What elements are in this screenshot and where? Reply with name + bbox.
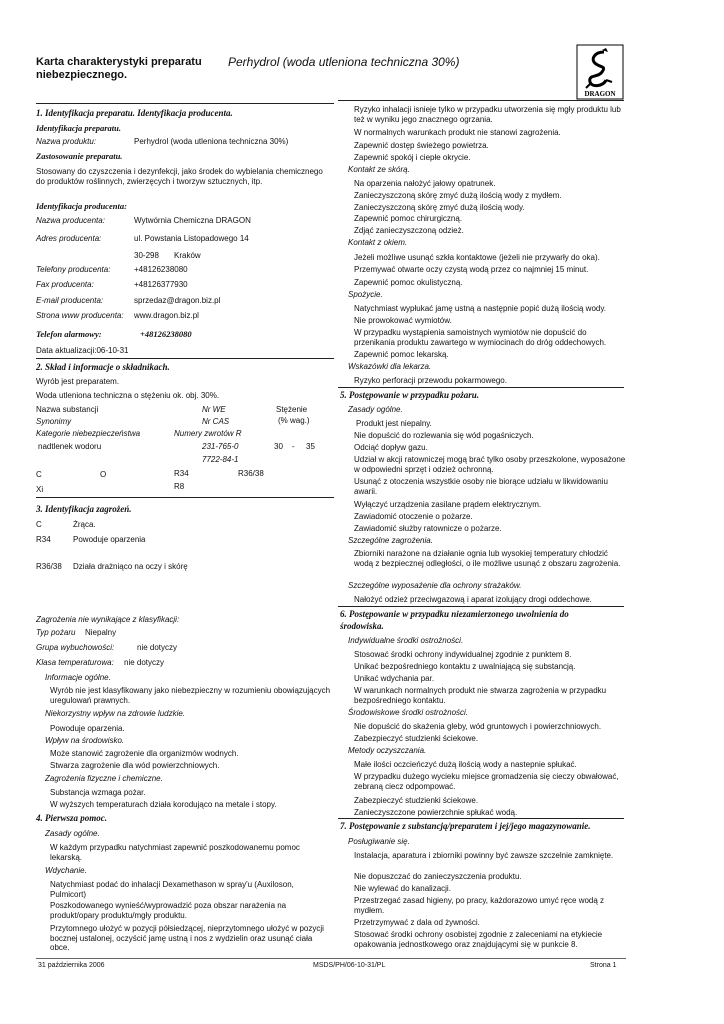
footer-page-number: Strona 1: [590, 962, 617, 969]
document-title: Karta charakterystyki preparatu niebezpiecznego.: [36, 56, 202, 81]
table-header-substance: Nazwa substancji: [36, 405, 99, 414]
address-label: Adres producenta:: [36, 234, 102, 243]
fire-text-5: Usunąć z otoczenia wszystkie osoby nie biorące udziału w likwidowaniu awarii.: [354, 477, 608, 496]
explosion-group-value: nie dotyczy: [137, 643, 178, 652]
section-6-heading-cont: środowiska.: [340, 621, 384, 631]
skin-text-5: Zdjąć zanieczyszczoną odzież.: [354, 226, 464, 235]
alarm-phone-value: +48126238080: [140, 329, 192, 339]
inhalation-heading: Wdychanie.: [45, 866, 87, 875]
ingestion-heading: Spożycie.: [348, 290, 383, 299]
footer-document-code: MSDS/PH/06-10-31/PL: [313, 962, 386, 969]
section-5-heading: 5. Postępowanie w przypadku pożaru.: [340, 390, 480, 400]
dragon-icon: [576, 44, 624, 100]
firefighter-equipment-text: Nałożyć odzież przeciwgazową i aparat izolujący drogi oddechowe.: [354, 595, 592, 604]
general-info-text: Wyrób nie jest klasyfikowany jako niebezpieczny w rozumieniu obowiązujących uregulowań prawnych.: [50, 686, 331, 705]
handling-text-2: Nie dopuszczać do zanieczyszczenia produktu.: [354, 872, 522, 881]
eye-text-3: Zapewnić pomoc okulistyczną.: [354, 278, 463, 287]
table-r34: R34: [174, 469, 189, 478]
cleanup-methods-heading: Metody oczyszczania.: [348, 746, 427, 755]
phone-value: +48126238080: [134, 265, 188, 274]
table-cas-number: 7722-84-1: [202, 455, 239, 464]
section-2-heading: 2. Skład i informacje o składnikach.: [36, 362, 170, 372]
cleanup-text-3: Zabezpieczyć studzienki ściekowe.: [354, 796, 479, 805]
first-aid-general-text: W każdym przypadku natychmiast zapewnić poszkodowanemu pomoc lekarską.: [50, 843, 300, 862]
skin-text-1: Na oparzenia nałożyć jałowy opatrunek.: [354, 179, 496, 188]
fire-text-2: Nie dopuścić do rozlewania się wód pogaśniczych.: [354, 431, 534, 440]
fire-type-label: Typ pożaru: [36, 628, 76, 637]
table-conc-min: 30: [274, 442, 283, 451]
inhalation-text-1: Natychmiast podać do inhalacji Dexamethason w spray'u (Auxiloson, Pulmicort): [50, 880, 294, 899]
header-rule-left: [36, 103, 334, 104]
personal-text-3: Unikać wdychania par.: [354, 674, 435, 683]
www-value[interactable]: www.dragon.biz.pl: [134, 311, 199, 320]
table-header-cas: Nr CAS: [202, 417, 230, 426]
cleanup-text-4: Zanieczyszczone powierzchnie spłukać wodą.: [354, 808, 518, 817]
ingestion-text-1: Natychmiast wypłukać jamę ustną a następnie popić dużą ilością wody.: [354, 304, 606, 313]
alarm-phone-label: Telefon alarmowy:: [36, 329, 102, 339]
section-rule: [36, 497, 334, 498]
cleanup-text-1: Małe ilości oczcieńczyć dużą ilością wody a nastepnie spłukać.: [354, 760, 577, 769]
personal-text-1: Stosować środki ochrony indywidualnej zgodnie z punktem 8.: [354, 650, 572, 659]
fire-text-7: Zawiadomić otoczenie o pożarze.: [354, 512, 473, 521]
section-rule: [338, 818, 624, 819]
handling-text-4: Przestrzegać zasad higieny, po pracy, każdorazowo umyć ręce wodą z mydłem.: [354, 896, 605, 915]
email-label: E-mail producenta:: [36, 296, 104, 305]
fire-text-4: Udział w akcji ratowniczej mogą brać tylko osoby przeszkolone, wyposażone w odpowiedni sprzęt i odzież ochronną.: [354, 455, 626, 474]
fire-general-heading: Zasady ogólne.: [348, 405, 403, 414]
table-substance-name: nadtlenek wodoru: [38, 442, 102, 451]
address-city: Kraków: [174, 251, 201, 260]
environmental-text-2: Zabezpieczyć studzienki ściekowe.: [354, 734, 479, 743]
section-3-heading: 3. Identyfikacja zagrożeń.: [36, 504, 132, 514]
environmental-text-1: Nie dopuścić do skażenia gleby, wód gruntowych i powierzchniowych.: [354, 722, 602, 731]
use-heading: Zastosowanie preparatu.: [36, 151, 123, 161]
inhalation-risk-text: Ryzyko inhalacji isnieje tylko w przypadku utworzenia się mgły produktu lub też w wyniku jego znacznego ogrzania.: [354, 105, 621, 124]
producer-heading: Identyfikacja producenta:: [36, 201, 127, 211]
rest-warmth-text: Zapewnić spokój i ciepłe okrycie.: [354, 153, 471, 162]
table-header-we: Nr WE: [202, 405, 226, 414]
fire-text-3: Odciąć dopływ gazu.: [354, 443, 428, 452]
special-hazards-heading: Szczególne zagrożenia.: [348, 536, 433, 545]
table-header-categories: Kategorie niebezpieczeństwa: [36, 429, 141, 438]
table-category-o: O: [100, 470, 107, 479]
footer-rule: [36, 958, 626, 959]
section-rule: [338, 387, 624, 388]
eye-text-2: Przemywać otwarte oczy czystą wodą przez co najmniej 15 minut.: [354, 265, 589, 274]
header-rule-right: [338, 100, 624, 101]
personal-text-2: Unikać bezpośredniego kontaktu z uwalniającą się substancją.: [354, 662, 576, 671]
environment-text-1: Może stanowić zagrożenie dla organizmów wodnych.: [50, 749, 239, 758]
composition-line-1: Wyrób jest preparatem.: [36, 377, 120, 386]
table-category-c: C: [36, 470, 42, 479]
fire-text-8: Zawiadomić służby ratownicze o pożarze.: [354, 524, 502, 533]
personal-text-4: W warunkach normalnych produkt nie stwarza zagrożenia w przypadku bezpośredniego kontaktu.: [354, 686, 607, 705]
table-header-conc-unit: (% wag.): [278, 416, 310, 425]
skin-contact-heading: Kontakt ze skórą.: [348, 165, 410, 174]
explosion-group-label: Grupa wybuchowości:: [36, 643, 115, 652]
skin-text-3: Zanieczyszczoną skórę zmyć dużą ilością wody.: [354, 203, 525, 212]
special-hazards-text: Zbiorniki narażone na działanie ognia lub wysokiej temperatury chłodzić wodą z bezpiecznej odległości, o ile możliwe usunąć z obszaru zagrożenia.: [354, 549, 621, 568]
logo-text: DRAGON: [584, 90, 616, 98]
doctor-notes-heading: Wskazówki dla lekarza.: [348, 362, 432, 371]
table-header-conc: Stężenie: [276, 405, 308, 414]
first-aid-general-heading: Zasady ogólne.: [45, 829, 100, 838]
phone-label: Telefony producenta:: [36, 265, 111, 274]
handling-heading: Posługiwanie się.: [348, 837, 410, 846]
table-conc-max: 35: [306, 442, 315, 451]
product-id-heading: Identyfikacja preparatu.: [36, 123, 121, 133]
physical-hazards-heading: Zagrożenia fizyczne i chemiczne.: [45, 774, 163, 783]
table-we-number: 231-765-0: [202, 442, 239, 451]
hazard-r3638-text: Działa drażniąco na oczy i skórę: [73, 562, 188, 571]
general-info-heading: Informacje ogólne.: [45, 673, 111, 682]
physical-hazards-text-1: Substancja wzmaga pożar.: [50, 788, 146, 797]
table-r8: R8: [174, 482, 185, 491]
email-value[interactable]: sprzedaz@dragon.biz.pl: [134, 296, 221, 305]
health-effects-heading: Niekorzystny wpływ na zdrowie ludzkie.: [45, 709, 186, 718]
inhalation-text-3: Przytomnego ułożyć w pozycji półsiedzącej, nieprzytomnego ułożyć w pozycji bocznej ustalonej, oczyścić jamę ustną i nos z wydzielin oraz usunąć ciała obce.: [50, 924, 324, 952]
www-label: Strona www producenta:: [36, 311, 124, 320]
section-rule: [36, 358, 334, 359]
environmental-precautions-heading: Środowiskowe środki ostrożności.: [348, 708, 469, 717]
producer-name-value: Wytwórnia Chemiczna DRAGON: [134, 216, 251, 225]
eye-text-1: Jeżeli możliwe usunąć szkła kontaktowe (jeżeli nie przywarły do oka).: [354, 253, 600, 262]
inhalation-normal-text: W normalnych warunkach produkt nie stanowi zagrożenia.: [354, 128, 561, 137]
section-4-heading: 4. Pierwsza pomoc.: [36, 813, 107, 823]
product-title: Perhydrol (woda utleniona techniczna 30%): [228, 55, 460, 69]
dragon-logo: [576, 44, 624, 100]
fax-label: Fax producenta:: [36, 280, 94, 289]
environment-heading: Wpływ na środowisko.: [45, 736, 125, 745]
ingestion-text-4: Zapewnić pomoc lekarską.: [354, 350, 449, 359]
product-name-value: Perhydrol (woda utleniona techniczna 30%): [134, 137, 289, 146]
table-conc-dash: -: [292, 442, 295, 451]
skin-text-4: Zapewnić pomoc chirurgiczną.: [354, 214, 463, 223]
ingestion-text-3: W przypadku wystąpienia samoistnych wymiotów nie dopuścić do przenikania produktu zawartego w wymiocinach do dróg oddechowych.: [354, 328, 607, 347]
product-name-label: Nazwa produktu:: [36, 137, 97, 146]
fresh-air-text: Zapewnić dostęp świeżego powietrza.: [354, 141, 489, 150]
address-zip: 30-298: [134, 251, 159, 260]
personal-precautions-heading: Indywidualne środki ostrożności.: [348, 636, 464, 645]
hazard-r34-code: R34: [36, 535, 51, 544]
health-effects-text: Powoduje oparzenia.: [50, 724, 125, 733]
non-class-hazards: Zagrożenia nie wynikające z klasyfikacji:: [36, 615, 180, 624]
use-text: Stosowany do czyszczenia i dezynfekcji, jako środek do wybielania chemicznego do produktów roślinnych, zwierzęcych i tworzyw sztucznych, itp.: [36, 167, 323, 186]
table-r3638: R36/38: [238, 469, 264, 478]
handling-text-3: Nie wylewać do kanalizacji.: [354, 884, 451, 893]
table-header-r-phrases: Numery zwrotów R: [174, 429, 242, 438]
hazard-c-code: C: [36, 520, 42, 529]
section-6-heading: 6. Postępowanie w przypadku niezamierzonego uwolnienia do: [340, 609, 569, 619]
fax-value: +48126377930: [134, 280, 188, 289]
handling-text-1: Instalacja, aparatura i zbiorniki powinny być zawsze szczelnie zamknięte.: [354, 851, 614, 860]
hazard-r34-text: Powoduje oparzenia: [73, 535, 146, 544]
temp-class-label: Klasa temperaturowa:: [36, 658, 114, 667]
temp-class-value: nie dotyczy: [124, 658, 165, 667]
hazard-r3638-code: R36/38: [36, 562, 62, 571]
firefighter-equipment-heading: Szczególne wyposażenie dla ochrony strażaków.: [348, 581, 522, 590]
eye-contact-heading: Kontakt z okiem.: [348, 238, 408, 247]
footer-date: 31 października 2006: [38, 962, 105, 969]
environment-text-2: Stwarza zagrożenie dla wód powierzchniowych.: [50, 761, 220, 770]
physical-hazards-text-2: W wyższych temperaturach działa korodująco na metale i stopy.: [50, 800, 277, 809]
update-date: Data aktualizacji:06-10-31: [36, 346, 129, 355]
fire-text-6: Wyłączyć urządzenia zasilane prądem elektrycznym.: [354, 500, 542, 509]
address-street: ul. Powstania Listopadowego 14: [134, 234, 249, 243]
hazard-c-text: Żrąca.: [73, 520, 96, 529]
inhalation-text-2: Poszkodowanego wynieść/wyprowadzić poza obszar narażenia na produkt/opary produktu/mgły produktu.: [50, 901, 287, 920]
fire-type-value: Niepalny: [85, 628, 117, 637]
handling-text-6: Stosować środki ochrony osobistej zgodnie z zaleceniami na etykiecie opakowania jednostkowego oraz znajdującymi się w punkcie 8.: [354, 930, 603, 949]
table-category-xi: Xi: [36, 485, 44, 494]
ingestion-text-2: Nie prowokować wymiotów.: [354, 316, 452, 325]
table-header-synonyms: Synonimy: [36, 417, 72, 426]
section-rule: [338, 606, 624, 607]
skin-text-2: Zanieczyszczoną skórę zmyć dużą ilością wody z mydłem.: [354, 191, 562, 200]
section-7-heading: 7. Postępowanie z substancją/preparatem i jej/jego magazynowanie.: [340, 821, 591, 831]
composition-line-2: Woda utleniona techniczna o stężeniu ok. obj. 30%.: [36, 391, 220, 400]
fire-text-1: Produkt jest niepalny.: [356, 419, 432, 428]
cleanup-text-2: W przypadku dużego wycieku miejsce gromadzenia się cieczy obwałować, zebraną ciecz odpompować.: [354, 772, 619, 791]
producer-name-label: Nazwa producenta:: [36, 216, 105, 225]
doctor-notes-text: Ryzyko perforacji przewodu pokarmowego.: [354, 376, 507, 385]
handling-text-5: Przetrzymywać z dala od żywności.: [354, 918, 480, 927]
section-1-heading: 1. Identyfikacja preparatu. Identyfikacja producenta.: [36, 108, 233, 118]
